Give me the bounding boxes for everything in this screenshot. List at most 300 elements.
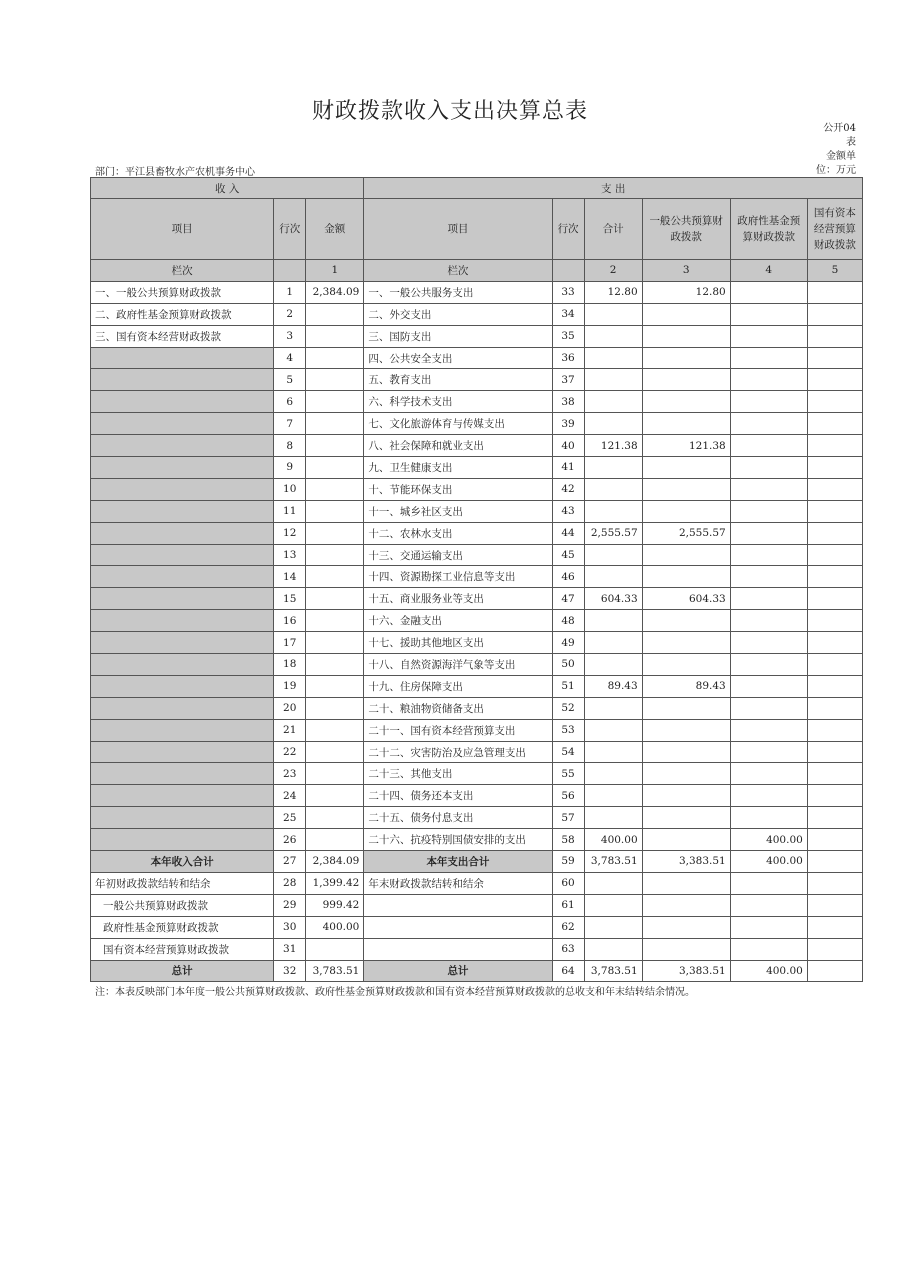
income-amount [306, 829, 364, 851]
income-item [91, 807, 274, 829]
expense-state [807, 413, 862, 435]
expense-total [584, 566, 642, 588]
expense-line-no: 54 [552, 741, 584, 763]
expense-state [807, 719, 862, 741]
fiscal-summary-table [90, 177, 863, 982]
income-item [91, 697, 274, 719]
expense-fund [730, 807, 807, 829]
expense-total: 604.33 [584, 588, 642, 610]
income-item: 二、政府性基金预算财政拨款 [91, 303, 274, 325]
col-number: 4 [730, 260, 807, 282]
expense-item: 八、社会保障和就业支出 [364, 435, 552, 457]
expense-state [807, 851, 862, 873]
income-item [91, 763, 274, 785]
expense-general: 604.33 [642, 588, 730, 610]
expense-line-no: 61 [552, 894, 584, 916]
expense-general [642, 697, 730, 719]
expense-fund: 400.00 [730, 851, 807, 873]
income-line-no: 11 [274, 500, 306, 522]
expense-line-no: 38 [552, 391, 584, 413]
income-line-no: 25 [274, 807, 306, 829]
expense-total [584, 478, 642, 500]
expense-state [807, 785, 862, 807]
expense-fund [730, 435, 807, 457]
expense-fund [730, 391, 807, 413]
expense-general: 89.43 [642, 675, 730, 697]
table-row [91, 763, 863, 785]
income-line-no: 3 [274, 325, 306, 347]
expense-general [642, 369, 730, 391]
expense-state [807, 303, 862, 325]
table-row [91, 697, 863, 719]
expense-total: 12.80 [584, 281, 642, 303]
expense-line-no: 36 [552, 347, 584, 369]
income-line-no: 24 [274, 785, 306, 807]
expense-state [807, 325, 862, 347]
income-item: 政府性基金预算财政拨款 [91, 916, 274, 938]
income-amount [306, 763, 364, 785]
expense-general [642, 807, 730, 829]
expense-item [364, 916, 552, 938]
table-row [91, 391, 863, 413]
expense-line-no: 41 [552, 457, 584, 479]
table-row [91, 369, 863, 391]
unit-label: 金额单位：万元 [816, 151, 856, 176]
empty-cell [584, 872, 642, 894]
income-amount [306, 325, 364, 347]
expense-state [807, 829, 862, 851]
empty-cell [730, 872, 807, 894]
expense-state [807, 522, 862, 544]
income-line-no: 18 [274, 654, 306, 676]
income-line-no: 21 [274, 719, 306, 741]
expense-total: 89.43 [584, 675, 642, 697]
general-budget-header: 一般公共预算财政拨款 [642, 199, 730, 260]
income-line-no: 28 [274, 872, 306, 894]
empty-cell [807, 916, 862, 938]
income-line-no: 7 [274, 413, 306, 435]
table-row [91, 566, 863, 588]
expense-fund [730, 588, 807, 610]
expense-fund [730, 347, 807, 369]
income-amount [306, 610, 364, 632]
expense-line-no: 44 [552, 522, 584, 544]
income-amount [306, 544, 364, 566]
income-line-no: 29 [274, 894, 306, 916]
income-item [91, 741, 274, 763]
expense-item: 九、卫生健康支出 [364, 457, 552, 479]
income-item [91, 610, 274, 632]
income-line-no: 30 [274, 916, 306, 938]
table-row [91, 675, 863, 697]
expense-general [642, 785, 730, 807]
report-title: 财政拨款收入支出决算总表 [311, 99, 588, 124]
income-item [91, 829, 274, 851]
table-row [91, 303, 863, 325]
expense-state [807, 960, 862, 982]
expense-fund [730, 697, 807, 719]
income-amount [306, 500, 364, 522]
income-line-no: 15 [274, 588, 306, 610]
empty-cell [730, 938, 807, 960]
income-item: 国有资本经营预算财政拨款 [91, 938, 274, 960]
expense-item: 十六、金融支出 [364, 610, 552, 632]
income-line-no: 4 [274, 347, 306, 369]
expense-state [807, 457, 862, 479]
expense-fund [730, 544, 807, 566]
income-amount [306, 938, 364, 960]
expense-general [642, 566, 730, 588]
expense-item: 二十五、债务付息支出 [364, 807, 552, 829]
table-row [91, 500, 863, 522]
empty-cell [642, 872, 730, 894]
expense-fund [730, 632, 807, 654]
expense-general [642, 632, 730, 654]
col-number: 2 [584, 260, 642, 282]
expense-total: 2,555.57 [584, 522, 642, 544]
expense-line-no: 56 [552, 785, 584, 807]
expense-line-no: 53 [552, 719, 584, 741]
expense-fund [730, 413, 807, 435]
income-amount [306, 369, 364, 391]
expense-total: 400.00 [584, 829, 642, 851]
expense-line-no: 46 [552, 566, 584, 588]
expense-state [807, 588, 862, 610]
expense-item: 十三、交通运输支出 [364, 544, 552, 566]
expense-item: 三、国防支出 [364, 325, 552, 347]
expense-fund [730, 303, 807, 325]
col-number: 5 [807, 260, 862, 282]
expense-line-no: 49 [552, 632, 584, 654]
table-row [91, 457, 863, 479]
expense-fund: 400.00 [730, 960, 807, 982]
expense-state [807, 347, 862, 369]
expense-state [807, 500, 862, 522]
income-amount [306, 654, 364, 676]
income-amount [306, 741, 364, 763]
income-line-no: 8 [274, 435, 306, 457]
expense-total [584, 347, 642, 369]
income-item [91, 435, 274, 457]
expense-general [642, 325, 730, 347]
expense-total [584, 610, 642, 632]
empty-cell [807, 872, 862, 894]
expense-fund [730, 566, 807, 588]
expense-total [584, 544, 642, 566]
expense-total [584, 325, 642, 347]
income-amount: 2,384.09 [306, 851, 364, 873]
table-row [91, 916, 863, 938]
expense-general [642, 654, 730, 676]
empty-cell [642, 916, 730, 938]
table-code: 公开04表 [823, 123, 856, 148]
expense-fund [730, 741, 807, 763]
income-amount [306, 303, 364, 325]
expense-item: 二十、粮油物资储备支出 [364, 697, 552, 719]
expense-line-header: 行次 [552, 199, 584, 260]
income-amount [306, 413, 364, 435]
income-item [91, 632, 274, 654]
income-amount: 3,783.51 [306, 960, 364, 982]
expense-state [807, 807, 862, 829]
table-row [91, 894, 863, 916]
expense-state [807, 675, 862, 697]
state-capital-header: 国有资本经营预算财政拨款 [807, 199, 862, 260]
income-amount [306, 719, 364, 741]
expense-item: 二、外交支出 [364, 303, 552, 325]
income-item [91, 544, 274, 566]
empty-cell [730, 916, 807, 938]
col-number: 1 [306, 260, 364, 282]
income-amount [306, 347, 364, 369]
income-item: 三、国有资本经营财政拨款 [91, 325, 274, 347]
expense-total [584, 807, 642, 829]
income-amount [306, 435, 364, 457]
expense-total [584, 785, 642, 807]
expense-fund [730, 478, 807, 500]
table-row [91, 872, 863, 894]
expense-line-no: 45 [552, 544, 584, 566]
table-row [91, 435, 863, 457]
expense-line-no: 63 [552, 938, 584, 960]
expense-fund [730, 610, 807, 632]
col-label: 栏次 [364, 260, 552, 282]
table-row [91, 960, 863, 982]
income-line-no: 22 [274, 741, 306, 763]
expense-item: 十九、住房保障支出 [364, 675, 552, 697]
income-line-no: 13 [274, 544, 306, 566]
expense-item-header: 项目 [364, 199, 552, 260]
footnote: 注：本表反映部门本年度一般公共预算财政拨款、政府性基金预算财政拨款和国有资本经营预算财政拨款的总收支和年末结转结余情况。 [95, 987, 695, 998]
expense-item: 二十一、国有资本经营预算支出 [364, 719, 552, 741]
expense-fund [730, 675, 807, 697]
table-row [91, 632, 863, 654]
expense-line-no: 35 [552, 325, 584, 347]
empty-cell [584, 938, 642, 960]
expense-line-no: 47 [552, 588, 584, 610]
expense-fund [730, 785, 807, 807]
income-item: 一、一般公共预算财政拨款 [91, 281, 274, 303]
expense-state [807, 610, 862, 632]
income-item [91, 719, 274, 741]
expense-general [642, 478, 730, 500]
expense-general [642, 457, 730, 479]
income-amount: 400.00 [306, 916, 364, 938]
expense-general [642, 719, 730, 741]
table-row [91, 325, 863, 347]
expense-general [642, 829, 730, 851]
income-item [91, 413, 274, 435]
expense-line-no: 33 [552, 281, 584, 303]
expense-line-no: 60 [552, 872, 584, 894]
expense-general: 3,383.51 [642, 851, 730, 873]
income-item: 本年收入合计 [91, 851, 274, 873]
income-line-no: 17 [274, 632, 306, 654]
income-amount [306, 478, 364, 500]
income-line-no: 6 [274, 391, 306, 413]
expense-total: 3,783.51 [584, 960, 642, 982]
expense-item: 一、一般公共服务支出 [364, 281, 552, 303]
expense-general: 121.38 [642, 435, 730, 457]
expense-item: 七、文化旅游体育与传媒支出 [364, 413, 552, 435]
income-line-no: 26 [274, 829, 306, 851]
expense-general: 3,383.51 [642, 960, 730, 982]
expense-total [584, 500, 642, 522]
expense-item: 十五、商业服务业等支出 [364, 588, 552, 610]
income-amount [306, 457, 364, 479]
income-line-header: 行次 [274, 199, 306, 260]
expense-line-no: 40 [552, 435, 584, 457]
fund-budget-header: 政府性基金预算财政拨款 [730, 199, 807, 260]
expense-line-no: 37 [552, 369, 584, 391]
income-line-no: 2 [274, 303, 306, 325]
expense-line-no: 39 [552, 413, 584, 435]
income-item: 总计 [91, 960, 274, 982]
income-item [91, 369, 274, 391]
expense-total [584, 457, 642, 479]
expense-total [584, 369, 642, 391]
expense-state [807, 544, 862, 566]
income-item [91, 785, 274, 807]
table-row [91, 347, 863, 369]
table-row [91, 719, 863, 741]
expense-state [807, 281, 862, 303]
expense-total [584, 741, 642, 763]
expense-total [584, 391, 642, 413]
expense-item: 十四、资源勘探工业信息等支出 [364, 566, 552, 588]
expense-line-no: 59 [552, 851, 584, 873]
income-item [91, 391, 274, 413]
expense-fund [730, 457, 807, 479]
empty-cell [584, 916, 642, 938]
expense-state [807, 741, 862, 763]
table-row [91, 610, 863, 632]
expense-line-no: 64 [552, 960, 584, 982]
expense-total [584, 303, 642, 325]
income-item [91, 500, 274, 522]
income-item-header: 项目 [91, 199, 274, 260]
expense-item: 本年支出合计 [364, 851, 552, 873]
income-amount [306, 807, 364, 829]
table-row [91, 829, 863, 851]
expense-line-no: 42 [552, 478, 584, 500]
income-line-no: 12 [274, 522, 306, 544]
expense-general [642, 763, 730, 785]
income-amount [306, 566, 364, 588]
expense-item: 十二、农林水支出 [364, 522, 552, 544]
income-line-no: 20 [274, 697, 306, 719]
income-item [91, 522, 274, 544]
department-label: 部门：平江县畜牧水产农机事务中心 [95, 167, 255, 178]
expense-general [642, 347, 730, 369]
empty-cell [584, 894, 642, 916]
income-header: 收 入 [91, 178, 364, 199]
expense-general [642, 741, 730, 763]
income-amount [306, 632, 364, 654]
expense-item: 总计 [364, 960, 552, 982]
expense-line-no: 50 [552, 654, 584, 676]
expense-item: 二十二、灾害防治及应急管理支出 [364, 741, 552, 763]
expense-general [642, 500, 730, 522]
empty-cell [807, 894, 862, 916]
expense-line-no: 34 [552, 303, 584, 325]
income-amount-header: 金额 [306, 199, 364, 260]
income-amount [306, 785, 364, 807]
table-row [91, 654, 863, 676]
expense-item [364, 938, 552, 960]
expense-state [807, 435, 862, 457]
income-item [91, 478, 274, 500]
expense-line-no: 43 [552, 500, 584, 522]
expense-header: 支 出 [364, 178, 863, 199]
expense-fund [730, 369, 807, 391]
income-line-no: 27 [274, 851, 306, 873]
expense-item: 四、公共安全支出 [364, 347, 552, 369]
expense-item: 十七、援助其他地区支出 [364, 632, 552, 654]
income-amount [306, 697, 364, 719]
table-row [91, 938, 863, 960]
expense-total [584, 719, 642, 741]
expense-line-no: 55 [552, 763, 584, 785]
expense-total: 121.38 [584, 435, 642, 457]
empty-cell [730, 894, 807, 916]
income-item [91, 347, 274, 369]
table-row [91, 281, 863, 303]
income-amount [306, 522, 364, 544]
expense-fund [730, 654, 807, 676]
col-label: 栏次 [91, 260, 274, 282]
expense-general: 2,555.57 [642, 522, 730, 544]
total-header: 合计 [584, 199, 642, 260]
income-line-no: 9 [274, 457, 306, 479]
expense-item: 二十四、债务还本支出 [364, 785, 552, 807]
expense-general [642, 544, 730, 566]
expense-state [807, 391, 862, 413]
income-item: 年初财政拨款结转和结余 [91, 872, 274, 894]
table-row [91, 588, 863, 610]
expense-state [807, 566, 862, 588]
expense-line-no: 52 [552, 697, 584, 719]
income-amount [306, 588, 364, 610]
expense-total [584, 654, 642, 676]
expense-item: 二十三、其他支出 [364, 763, 552, 785]
expense-line-no: 62 [552, 916, 584, 938]
income-line-no: 32 [274, 960, 306, 982]
expense-state [807, 369, 862, 391]
income-amount [306, 675, 364, 697]
expense-state [807, 478, 862, 500]
income-line-no: 19 [274, 675, 306, 697]
expense-total [584, 632, 642, 654]
income-item [91, 566, 274, 588]
expense-state [807, 632, 862, 654]
expense-total [584, 413, 642, 435]
table-row [91, 544, 863, 566]
table-row [91, 413, 863, 435]
expense-general: 12.80 [642, 281, 730, 303]
expense-general [642, 413, 730, 435]
expense-general [642, 303, 730, 325]
expense-item: 十、节能环保支出 [364, 478, 552, 500]
expense-item: 五、教育支出 [364, 369, 552, 391]
expense-line-no: 57 [552, 807, 584, 829]
expense-fund [730, 325, 807, 347]
table-row [91, 807, 863, 829]
expense-total: 3,783.51 [584, 851, 642, 873]
income-line-no: 10 [274, 478, 306, 500]
income-line-no: 5 [274, 369, 306, 391]
income-line-no: 23 [274, 763, 306, 785]
